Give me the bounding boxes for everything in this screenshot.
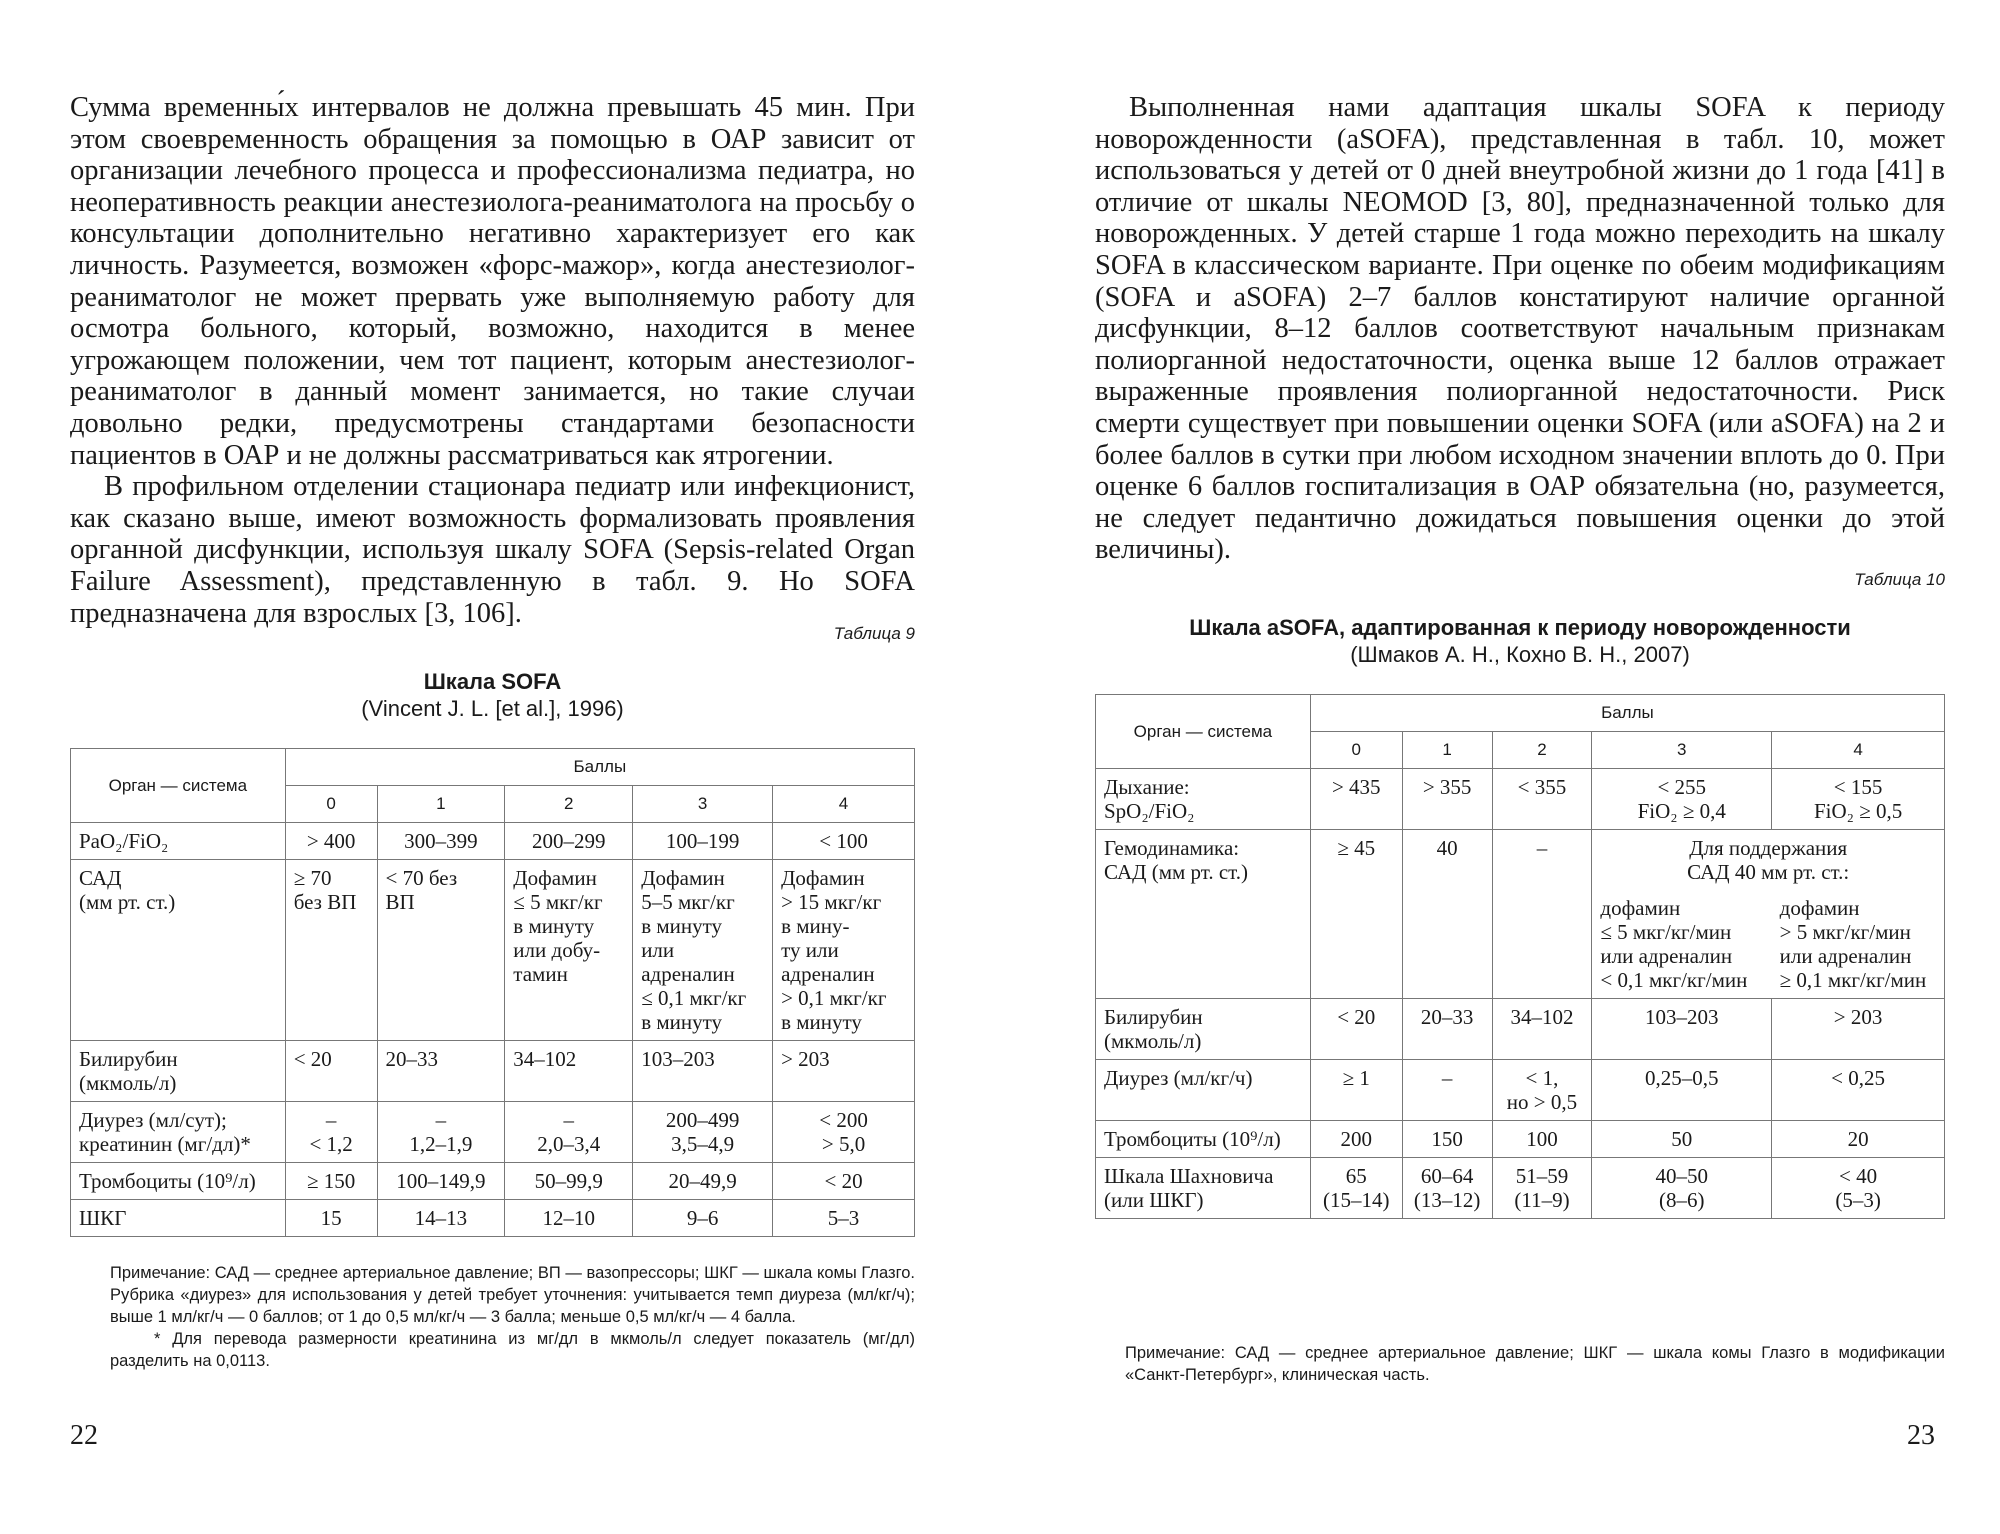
cell-line: ≤ 5 мкг/кг xyxy=(513,890,603,914)
cell-line: (5–3) xyxy=(1835,1188,1881,1212)
score-cell xyxy=(1402,830,1492,999)
organ-cell xyxy=(1096,830,1311,999)
cell-line: адреналин xyxy=(781,962,875,986)
score-cell xyxy=(377,1102,505,1163)
organ-cell xyxy=(71,860,286,1041)
score-cell xyxy=(285,1102,377,1163)
cell-line: < 40 xyxy=(1839,1164,1878,1188)
cell-line: > 203 xyxy=(781,1047,830,1071)
score-cell xyxy=(1592,1060,1772,1121)
table-title: Шкала aSOFA, адаптированная к периоду новорожденности xyxy=(1189,615,1851,640)
cell-line: ШКГ xyxy=(79,1206,127,1230)
left-body-text xyxy=(70,92,915,629)
table-note xyxy=(110,1262,915,1372)
cell-line: 100–199 xyxy=(665,829,740,853)
cell-line: > 203 xyxy=(1833,1005,1883,1029)
cell-line: 40 xyxy=(1436,836,1458,860)
score-column-header: 4 xyxy=(1772,732,1945,769)
cell-line: ≥ 0,1 мкг/кг/мин xyxy=(1779,968,1927,992)
cell-line: 1,2–1,9 xyxy=(409,1132,473,1156)
score-cell xyxy=(1772,1060,1945,1121)
score-cell xyxy=(773,1163,915,1200)
table-title-block xyxy=(1095,614,1945,668)
score-cell xyxy=(1310,830,1402,999)
cell-line: > 435 xyxy=(1331,775,1381,799)
score-cell xyxy=(1310,1121,1402,1158)
organ-cell xyxy=(1096,999,1311,1060)
cell-line: < 255 xyxy=(1657,775,1707,799)
cell-line: в минуту xyxy=(641,1010,723,1034)
score-column-header: 3 xyxy=(1592,732,1772,769)
cell-line: 200 xyxy=(1340,1127,1372,1151)
table-title: Шкала SOFA xyxy=(423,669,562,694)
cell-line: САД (мм рт. ст.) xyxy=(1104,860,1249,884)
score-cell xyxy=(1310,769,1402,830)
merged-score-cell xyxy=(1592,830,1945,891)
organ-cell xyxy=(1096,1060,1311,1121)
cell-line: САД 40 мм рт. ст.: xyxy=(1687,860,1850,884)
cell-line: SpO₂/FiO₂ xyxy=(1104,799,1195,823)
cell-line: FiO₂ ≥ 0,5 xyxy=(1813,799,1903,823)
cell-line: > 400 xyxy=(306,829,356,853)
score-cell xyxy=(1492,830,1592,999)
score-cell xyxy=(1402,1158,1492,1219)
cell-line: или адреналин xyxy=(1600,944,1733,968)
cell-line: (11–9) xyxy=(1514,1188,1570,1212)
table-row xyxy=(1096,1060,1945,1121)
cell-line: (мм рт. ст.) xyxy=(79,890,176,914)
organ-cell xyxy=(71,1041,286,1102)
cell-line: (или ШКГ) xyxy=(1104,1188,1204,1212)
score-cell xyxy=(377,823,505,860)
organ-cell xyxy=(1096,1158,1311,1219)
score-column-header: 1 xyxy=(1402,732,1492,769)
cell-line: < 1, xyxy=(1525,1066,1559,1090)
cell-line: (мкмоль/л) xyxy=(1104,1029,1202,1053)
table-row xyxy=(71,860,915,1041)
cell-line: (15–14) xyxy=(1322,1188,1390,1212)
score-cell xyxy=(1310,1060,1402,1121)
score-cell xyxy=(773,860,915,1041)
paragraph: Сумма временны́х интервалов не должна превышать 45 мин. При этом своевременность обращения за помощью в ОАР зависит от организации лечебного процесса и профессионализма педиатра, но неоперативность реакции анестезиолога-реаниматолога на просьбу о консультации дополнительно негативно характеризует его как личность. Разумеется, возможен «форс-мажор», когда анестезиолог-реаниматолог не может прервать уже выполняемую работу для осмотра больного, который, возможно, находится в менее угрожающем положении, чем тот пациент, которым анестезиолог-реаниматолог в данный момент занимается, но такие случаи довольно редки, предусмотрены стандартами безопасности пациентов в ОАР и не должны рассматриваться как ятрогении. xyxy=(70,92,915,471)
cell-line: 2,0–3,4 xyxy=(537,1132,601,1156)
table-row xyxy=(71,823,915,860)
cell-line: ВП xyxy=(385,890,415,914)
cell-line: 40–50 xyxy=(1655,1164,1709,1188)
organ-cell xyxy=(1096,1121,1311,1158)
cell-line: 103–203 xyxy=(1645,1005,1719,1029)
score-cell xyxy=(1402,1060,1492,1121)
cell-line: ≥ 1 xyxy=(1342,1066,1370,1090)
table-subtitle: (Vincent J. L. [et al.], 1996) xyxy=(361,696,624,721)
cell-line: 14–13 xyxy=(414,1206,468,1230)
score-cell xyxy=(1402,999,1492,1060)
score-column-header: 0 xyxy=(285,786,377,823)
cell-line: 5–5 мкг/кг xyxy=(641,890,735,914)
right-page xyxy=(1000,0,2000,1534)
cell-line: Билирубин xyxy=(79,1047,178,1071)
cell-line: – xyxy=(563,1108,574,1132)
cell-line: в минуту xyxy=(781,1010,862,1034)
cell-line: < 20 xyxy=(824,1169,863,1193)
cell-line: Диурез (мл/кг/ч) xyxy=(1104,1066,1253,1090)
cell-line: 200–299 xyxy=(531,829,606,853)
cell-line: – xyxy=(435,1108,447,1132)
score-cell xyxy=(773,1102,915,1163)
header-organ: Орган — система xyxy=(1096,695,1311,769)
score-cell xyxy=(285,1200,377,1237)
page-number: 23 xyxy=(1907,1420,1935,1451)
cell-line: 34–102 xyxy=(1510,1005,1574,1029)
cell-line: Дофамин xyxy=(513,866,597,890)
score-cell xyxy=(285,1163,377,1200)
score-cell xyxy=(1592,890,1772,999)
cell-line: 20–33 xyxy=(1420,1005,1474,1029)
cell-line: 65 xyxy=(1345,1164,1367,1188)
cell-line: или добу- xyxy=(513,938,601,962)
cell-line: без ВП xyxy=(293,890,357,914)
cell-line: – xyxy=(1441,1066,1453,1090)
score-column-header: 4 xyxy=(773,786,915,823)
score-cell xyxy=(1592,999,1772,1060)
cell-line: < 200 xyxy=(819,1108,868,1132)
organ-cell xyxy=(71,1200,286,1237)
score-cell xyxy=(633,860,773,1041)
score-cell xyxy=(633,1200,773,1237)
cell-line: но > 0,5 xyxy=(1506,1090,1578,1114)
score-cell xyxy=(773,1200,915,1237)
score-cell xyxy=(1592,769,1772,830)
cell-line: 15 xyxy=(320,1206,342,1230)
score-cell xyxy=(1772,1121,1945,1158)
cell-line: 60–64 xyxy=(1420,1164,1474,1188)
score-cell xyxy=(1492,999,1592,1060)
cell-line: < 70 без xyxy=(385,866,458,890)
cell-line: креатинин (мг/дл)* xyxy=(79,1132,251,1156)
header-scores: Баллы xyxy=(1310,695,1944,732)
table-subtitle: (Шмаков А. Н., Кохно В. Н., 2007) xyxy=(1350,642,1690,667)
score-cell xyxy=(1772,890,1945,999)
cell-line: 51–59 xyxy=(1515,1164,1569,1188)
score-cell xyxy=(1592,1158,1772,1219)
cell-line: САД xyxy=(79,866,122,890)
cell-line: в минуту xyxy=(641,914,723,938)
cell-line: 20–49,9 xyxy=(668,1169,737,1193)
cell-line: ≥ 70 xyxy=(293,866,332,890)
score-column-header: 0 xyxy=(1310,732,1402,769)
cell-line: < 0,25 xyxy=(1831,1066,1885,1090)
score-cell xyxy=(1310,1158,1402,1219)
cell-line: в мину- xyxy=(781,914,850,938)
paragraph: Выполненная нами адаптация шкалы SOFA к периоду новорожденности (aSOFA), представленная в табл. 10, может использоваться у детей от 0 дней внеутробной жизни до 1 года [41] в отличие от шкалы NEOMOD [3, 80], предназначенной только для новорожденных. У детей старше 1 года можно переходить на шкалу SOFA в классическом варианте. При оценке по обеим модификациям (SOFA и aSOFA) 2–7 баллов констатируют наличие органной дисфункции, 8–12 баллов соответствуют начальным признакам полиорганной недостаточности, оценка выше 12 баллов отражает выраженные проявления полиорганной недостаточности. Риск смерти существует при повышении оценки SOFA (или aSOFA) на 2 и более баллов в сутки при любом исходном значении вплоть до 0. При оценке 6 баллов госпитализация в ОАР обязательна (но, разумеется, не следует педантично дожидаться повышения оценки до этой величины). xyxy=(1095,92,1945,566)
cell-line: 5–3 xyxy=(827,1206,860,1230)
cell-line: Шкала Шахновича xyxy=(1104,1164,1274,1188)
cell-line: ≥ 150 xyxy=(306,1169,356,1193)
score-cell xyxy=(1402,1121,1492,1158)
cell-line: Дыхание: xyxy=(1104,775,1190,799)
score-column-header: 3 xyxy=(633,786,773,823)
cell-line: 0,25–0,5 xyxy=(1645,1066,1719,1090)
score-cell xyxy=(773,823,915,860)
cell-line: Дофамин xyxy=(641,866,725,890)
cell-line: Гемодинамика: xyxy=(1104,836,1240,860)
score-cell xyxy=(1592,1121,1772,1158)
paragraph: В профильном отделении стационара педиатр или инфекционист, как сказано выше, имеют возможность формализовать проявления органной дисфункции, используя шкалу SOFA (Sepsis-related Organ Failure Assessment), представленную в табл. 9. Но SOFA предназначена для взрослых [3, 106]. xyxy=(70,471,915,629)
cell-line: или адреналин xyxy=(1779,944,1912,968)
score-cell xyxy=(1772,1158,1945,1219)
score-cell xyxy=(1772,999,1945,1060)
table-row xyxy=(1096,999,1945,1060)
score-cell xyxy=(505,1200,633,1237)
cell-line: Тромбоциты (10⁹/л) xyxy=(1104,1127,1281,1151)
cell-line: < 355 xyxy=(1517,775,1567,799)
cell-line: Диурез (мл/сут); xyxy=(79,1108,227,1132)
cell-line: дофамин xyxy=(1779,896,1860,920)
cell-line: Для поддержания xyxy=(1689,836,1848,860)
cell-line: в минуту xyxy=(513,914,595,938)
score-cell xyxy=(773,1041,915,1102)
table-row xyxy=(71,1102,915,1163)
table-note xyxy=(1125,1342,1945,1386)
cell-line: ≥ 45 xyxy=(1337,836,1376,860)
cell-line: 20–33 xyxy=(385,1047,439,1071)
cell-line: тамин xyxy=(513,962,568,986)
cell-line: 20 xyxy=(1847,1127,1869,1151)
cell-line: 103–203 xyxy=(641,1047,715,1071)
cell-line: < 0,1 мкг/кг/мин xyxy=(1600,968,1748,992)
table-row xyxy=(1096,1121,1945,1158)
cell-line: > 15 мкг/кг xyxy=(781,890,882,914)
header-organ: Орган — система xyxy=(71,749,286,823)
right-body-text xyxy=(1095,92,1945,566)
score-cell xyxy=(505,1041,633,1102)
score-column-header: 1 xyxy=(377,786,505,823)
score-cell xyxy=(633,1163,773,1200)
cell-line: – xyxy=(325,1108,337,1132)
score-cell xyxy=(1492,1121,1592,1158)
score-cell xyxy=(505,823,633,860)
note-paragraph: Примечание: САД — среднее артериальное давление; ШКГ — шкала комы Глазго в модификации «Санкт-Петербург», клиническая часть. xyxy=(1125,1344,1945,1384)
score-cell xyxy=(1492,769,1592,830)
cell-line: 34–102 xyxy=(513,1047,577,1071)
score-cell xyxy=(633,1102,773,1163)
cell-line: < 1,2 xyxy=(309,1132,353,1156)
cell-line: < 100 xyxy=(819,829,868,853)
table-row xyxy=(71,1041,915,1102)
cell-line: 100–149,9 xyxy=(396,1169,486,1193)
table-row xyxy=(71,1163,915,1200)
cell-line: 50 xyxy=(1671,1127,1693,1151)
cell-line: PaO₂/FiO₂ xyxy=(79,829,169,853)
cell-line: Билирубин xyxy=(1104,1005,1203,1029)
organ-cell xyxy=(1096,769,1311,830)
cell-line: > 5 мкг/кг/мин xyxy=(1779,920,1911,944)
score-column-header: 2 xyxy=(505,786,633,823)
cell-line: Тромбоциты (10⁹/л) xyxy=(79,1169,256,1193)
score-cell xyxy=(1402,769,1492,830)
cell-line: 100 xyxy=(1526,1127,1558,1151)
page-number: 22 xyxy=(70,1420,98,1451)
organ-cell xyxy=(71,823,286,860)
score-cell xyxy=(633,1041,773,1102)
cell-line: ту или xyxy=(781,938,839,962)
score-cell xyxy=(1772,769,1945,830)
cell-line: (мкмоль/л) xyxy=(79,1071,177,1095)
cell-line: (8–6) xyxy=(1659,1188,1705,1212)
cell-line: 50–99,9 xyxy=(534,1169,603,1193)
cell-line: 200–499 xyxy=(665,1108,740,1132)
score-cell xyxy=(285,823,377,860)
table-title-block xyxy=(70,668,915,722)
cell-line: < 20 xyxy=(1337,1005,1376,1029)
table-label: Таблица 9 xyxy=(833,624,915,643)
cell-line: (13–12) xyxy=(1413,1188,1481,1212)
note-paragraph: Примечание: САД — среднее артериальное давление; ВП — вазопрессоры; ШКГ — шкала комы Глазго. Рубрика «диурез» для использования у детей требует уточнения: учитывается темп диуреза (мл/кг/ч); выше 1 мл/кг/ч — 0 баллов; от 1 до 0,5 мл/кг/ч — 3 балла; меньше 0,5 мл/кг/ч — 4 балла. xyxy=(110,1264,915,1326)
cell-line: – xyxy=(1536,836,1548,860)
score-cell xyxy=(1492,1158,1592,1219)
score-cell xyxy=(377,1163,505,1200)
cell-line: < 155 xyxy=(1833,775,1883,799)
cell-line: 150 xyxy=(1431,1127,1463,1151)
score-cell xyxy=(377,1200,505,1237)
table-row xyxy=(71,1200,915,1237)
cell-line: 3,5–4,9 xyxy=(671,1132,735,1156)
score-cell xyxy=(505,1102,633,1163)
score-cell xyxy=(285,1041,377,1102)
cell-line: Дофамин xyxy=(781,866,865,890)
score-cell xyxy=(285,860,377,1041)
note-paragraph: * Для перевода размерности креатинина из мг/дл в мкмоль/л следует показатель (мг/дл) разделить на 0,0113. xyxy=(110,1330,915,1370)
cell-line: ≤ 5 мкг/кг/мин xyxy=(1600,920,1732,944)
score-cell xyxy=(633,823,773,860)
cell-line: дофамин xyxy=(1600,896,1681,920)
cell-line: ≤ 0,1 мкг/кг xyxy=(641,986,747,1010)
score-cell xyxy=(1310,999,1402,1060)
score-cell xyxy=(1492,1060,1592,1121)
cell-line: < 20 xyxy=(293,1047,332,1071)
score-cell xyxy=(505,860,633,1041)
cell-line: FiO₂ ≥ 0,4 xyxy=(1637,799,1726,823)
cell-line: 9–6 xyxy=(686,1206,719,1230)
score-cell xyxy=(377,860,505,1041)
cell-line: > 355 xyxy=(1422,775,1472,799)
score-cell xyxy=(505,1163,633,1200)
asofa-table xyxy=(1095,694,1945,1219)
score-column-header: 2 xyxy=(1492,732,1592,769)
cell-line: > 5,0 xyxy=(821,1132,866,1156)
table-label: Таблица 10 xyxy=(1854,570,1945,589)
cell-line: адреналин xyxy=(641,962,735,986)
header-scores: Баллы xyxy=(285,749,914,786)
score-cell xyxy=(377,1041,505,1102)
table-row xyxy=(1096,769,1945,830)
sofa-table xyxy=(70,748,915,1237)
cell-line: или xyxy=(641,938,675,962)
cell-line: 12–10 xyxy=(542,1206,595,1230)
cell-line: 300–399 xyxy=(404,829,478,853)
cell-line: > 0,1 мкг/кг xyxy=(781,986,887,1010)
table-row xyxy=(1096,1158,1945,1219)
organ-cell xyxy=(71,1163,286,1200)
organ-cell xyxy=(71,1102,286,1163)
table-row xyxy=(1096,830,1945,891)
